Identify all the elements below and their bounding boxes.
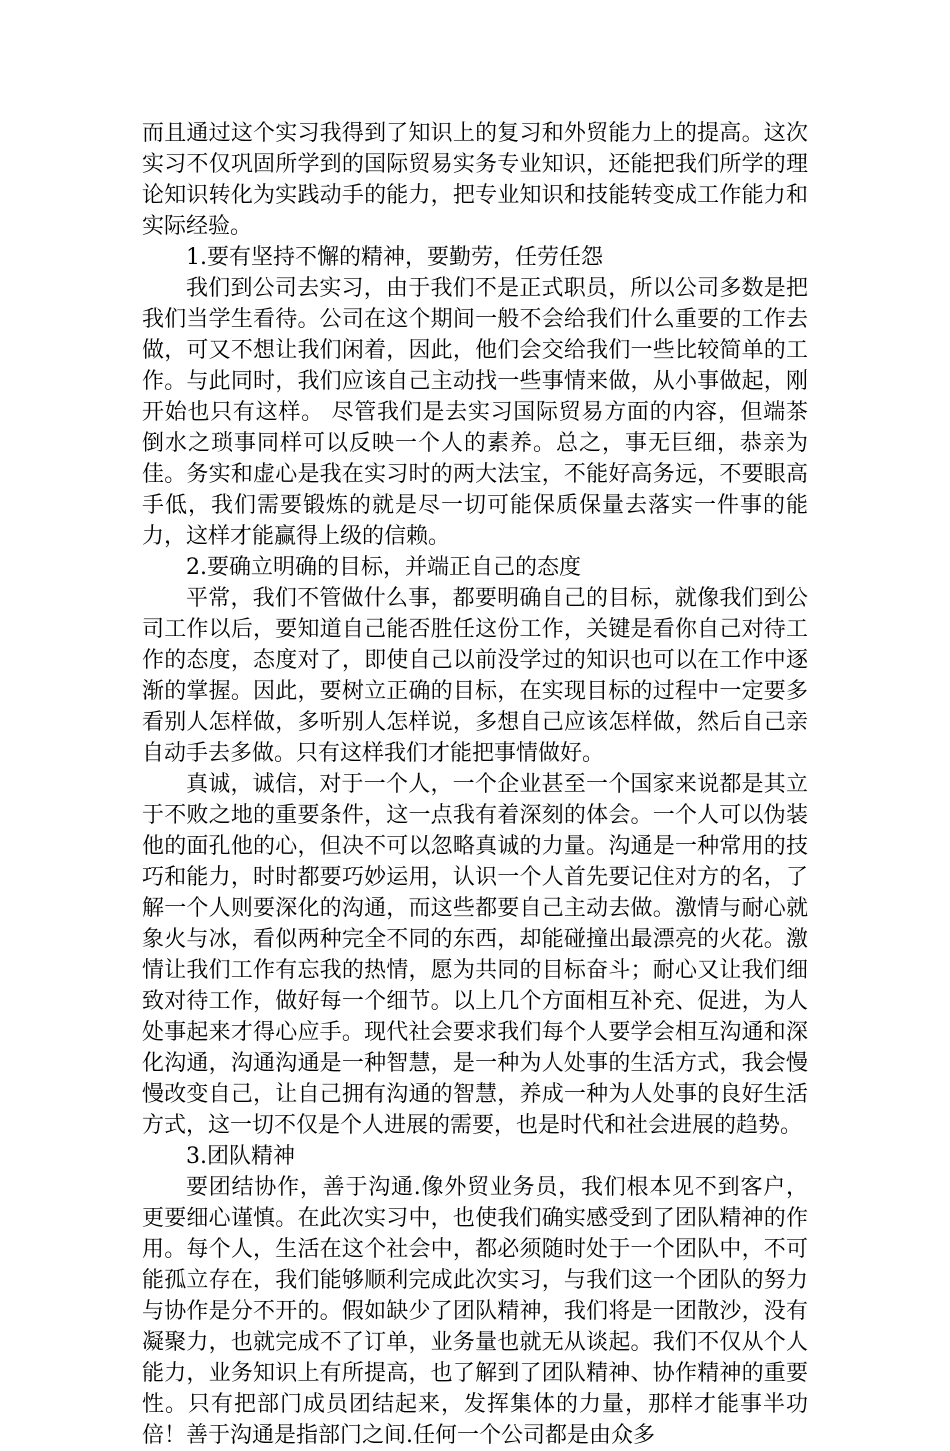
section-heading: 1.要有坚持不懈的精神，要勤劳，任劳任怨 [186, 245, 603, 270]
body-paragraph: 平常，我们不管做什么事，都要明确自己的目标，就像我们到公司工作以后，要知道自己能否胜任这份工作，关键是看你自己对待工作的态度，态度对了，即使自己以前没学过的知识也可以在工作中逐渐的掌握。因此，要树立正确的目标，在实现目标的过程中一定要多看别人怎样做，多听别人怎样说，多想自己应该怎样做，然后自己亲自动手去多做。只有这样我们才能把事情做好。 [142, 586, 808, 766]
body-paragraph: 要团结协作，善于沟通.像外贸业务员，我们根本见不到客户，更要细心谨慎。在此次实习中，也使我们确实感受到了团队精神的作用。每个人，生活在这个社会中，都必须随时处于一个团队中，不可能孤立存在，我们能够顺利完成此次实习，与我们这一个团队的努力与协作是分不开的。假如缺少了团队精神，我们将是一团散沙，没有凝聚力，也就完成不了订单，业务量也就无从谈起。我们不仅从个人能力，业务知识上有所提高，也了解到了团队精神、协作精神的重要性。只有把部门成员团结起来，发挥集体的力量，那样才能事半功倍！善于沟通是指部门之间.任何一个公司都是由众多 [142, 1175, 808, 1448]
body-paragraph: 真诚，诚信，对于一个人，一个企业甚至一个国家来说都是其立于不败之地的重要条件，这一点我有着深刻的体会。一个人可以伪装他的面孔他的心，但决不可以忽略真诚的力量。沟通是一种常用的技巧和能力，时时都要巧妙运用，认识一个人首先要记住对方的名，了解一个人则要深化的沟通，而这些都要自己主动去做。激情与耐心就象火与冰，看似两种完全不同的东西，却能碰撞出最漂亮的火花。激情让我们工作有忘我的热情，愿为共同的目标奋斗；耐心又让我们细致对待工作，做好每一个细节。以上几个方面相互补充、促进，为人处事起来才得心应手。现代社会要求我们每个人要学会相互沟通和深化沟通，沟通沟通是一种智慧，是一种为人处事的生活方式，我会慢慢改变自己，让自己拥有沟通的智慧，养成一种为人处事的良好生活方式，这一切不仅是个人进展的需要，也是时代和社会进展的趋势。 [142, 772, 808, 1138]
document-page [142, 118, 808, 1451]
section-heading: 2.要确立明确的目标，并端正自己的态度 [186, 555, 581, 580]
body-paragraph: 我们到公司去实习，由于我们不是正式职员，所以公司多数是把我们当学生看待。公司在这个期间一般不会给我们什么重要的工作去做，可又不想让我们闲着，因此，他们会交给我们一些比较简单的工作。与此同时，我们应该自己主动找一些事情来做，从小事做起，刚开始也只有这样。 尽管我们是去实习国际贸易方面的内容，但端茶倒水之琐事同样可以反映一个人的素养。总之，事无巨细，恭亲为佳。务实和虚心是我在实习时的两大法宝，不能好高务远，不要眼高手低，我们需要锻炼的就是尽一切可能保质保量去落实一件事的能力，这样才能赢得上级的信赖。 [142, 276, 808, 549]
section-heading: 3.团队精神 [186, 1144, 295, 1169]
body-paragraph: 而且通过这个实习我得到了知识上的复习和外贸能力上的提高。这次实习不仅巩固所学到的国际贸易实务专业知识，还能把我们所学的理论知识转化为实践动手的能力，把专业知识和技能转变成工作能力和实际经验。 [142, 121, 808, 239]
